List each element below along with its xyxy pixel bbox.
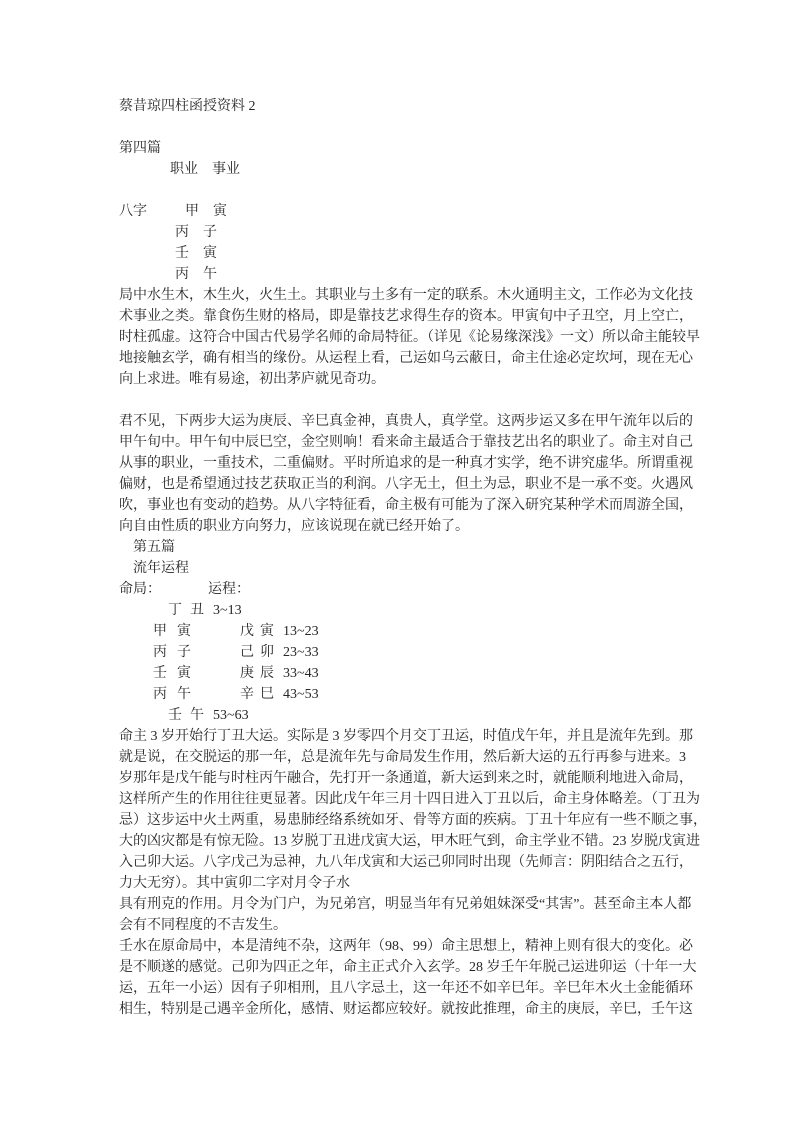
bazi-stem: 甲 [185, 204, 199, 219]
paragraph-line: 局中水生木，木生火，火生土。其职业与土多有一定的联系。木火通明主文，工作必为文化技 [119, 288, 693, 303]
bazi-branch: 午 [203, 267, 217, 282]
paragraph-line: 这样所产生的作用往往更显著。因此戊午年三月十四日进入丁丑以后，命主身体略差。（丁丑为 [119, 792, 700, 807]
fate-table-row [119, 705, 681, 726]
fate-table-header [119, 579, 681, 600]
part5-subheading: 流年运程 [133, 561, 189, 576]
dayun-branch: 寅 [260, 624, 274, 639]
paragraph-line: 向自由性质的职业方向努力，应该说现在就已经开始了。 [119, 519, 469, 534]
fate-table-row [119, 621, 681, 642]
blank-line [119, 390, 681, 411]
mingju-branch: 寅 [177, 666, 191, 681]
part5-heading: 第五篇 [133, 540, 175, 555]
paragraph-line: 吹，事业也有变动的趋势。从八字特征看，命主极有可能为了深入研究某种学术而周游全国， [119, 498, 693, 513]
paragraph-line: 偏财，也是希望通过技艺获取正当的利润。八字无土，但土为忌，职业不是一承不变。火遇风 [119, 477, 693, 492]
paragraph-line: 会有不同程度的不吉发生。 [119, 918, 287, 933]
dayun-stem: 丁 [168, 603, 182, 618]
age-range: 13~23 [283, 624, 319, 639]
bazi-stem: 壬 [175, 246, 189, 261]
bazi-row [119, 243, 681, 264]
blank-line [119, 117, 681, 138]
bazi-branch: 寅 [213, 204, 227, 219]
paragraph-line: 相生，特别是己遇辛金所化，感情、财运都应较好。就按此推理，命主的庚辰，辛巳，壬午这 [119, 1002, 693, 1017]
mingju-branch: 寅 [177, 624, 191, 639]
fate-table-row [119, 663, 681, 684]
paragraph-line: 岁那年是戊午能与时柱丙午融合，先打开一条通道，新大运到来之时，就能顺利地进入命局， [119, 771, 693, 786]
age-range: 53~63 [213, 708, 249, 723]
paragraph-line: 时柱孤虚。这符合中国古代易学名师的命局特征。（详见《论易缘深浅》一文）所以命主能较早 [119, 330, 700, 345]
mingju-branch: 午 [177, 687, 191, 702]
dayun-stem: 戊 [240, 624, 254, 639]
paragraph-line: 命主 3 岁开始行丁丑大运。实际是 3 岁零四个月交丁丑运，时值戊午年，并且是流年先到。那 [119, 729, 693, 744]
age-range: 23~33 [283, 645, 319, 660]
paragraph-line: 术事业之类。靠食伤生财的格局，即是靠技艺求得生存的资本。甲寅旬中子丑空，月上空亡， [119, 309, 693, 324]
dayun-stem: 辛 [240, 687, 254, 702]
bazi-branch: 子 [203, 225, 217, 240]
bazi-branch: 寅 [203, 246, 217, 261]
dayun-stem: 壬 [168, 708, 182, 723]
part4-heading: 第四篇 [119, 141, 161, 156]
mingju-stem: 丙 [153, 645, 167, 660]
age-range: 43~53 [283, 687, 319, 702]
paragraph-line: 君不见，下两步大运为庚辰、辛巳真金神，真贵人，真学堂。这两步运又多在甲午流年以后的 [119, 414, 693, 429]
dayun-stem: 己 [240, 645, 254, 660]
paragraph-line: 入己卯大运。八字戊己为忌神，九八年戊寅和大运己卯同时出现（先师言：阴阳结合之五行， [119, 855, 693, 870]
fate-table-row [119, 684, 681, 705]
paragraph-line: 地接触玄学，确有相当的缘份。从运程上看，己运如乌云蔽日，命主仕途必定坎坷，现在无心 [119, 351, 693, 366]
blank-line [119, 180, 681, 201]
dayun-branch: 辰 [260, 666, 274, 681]
bazi-label: 八字 [119, 204, 147, 219]
paragraph-line: 具有刑克的作用。月令为门户，为兄弟宫，明显当年有兄弟姐妹深受“其害”。甚至命主本人都 [119, 897, 692, 912]
paragraph-line: 从事的职业，一重技术，二重偏财。平时所追求的是一种真才实学，绝不讲究虚华。所谓重视 [119, 456, 693, 471]
age-range: 3~13 [213, 603, 242, 618]
bazi-row [119, 264, 681, 285]
dayun-branch: 巳 [260, 687, 274, 702]
paragraph-line: 向上求进。唯有易途，初出茅庐就见奇功。 [119, 372, 385, 387]
mingju-stem: 甲 [153, 624, 167, 639]
part4-subject: 职业 事业 [170, 162, 240, 177]
bazi-stem: 丙 [175, 267, 189, 282]
document-content [119, 96, 707, 1020]
bazi-row [119, 201, 681, 222]
mingju-branch: 子 [177, 645, 191, 660]
dayun-stem: 庚 [240, 666, 254, 681]
mingju-stem: 壬 [153, 666, 167, 681]
yuncheng-column-header: 运程： [208, 582, 250, 597]
paragraph-line: 是不顺遂的感觉。己卯为四正之年，命主正式介入玄学。28 岁壬午年脱己运进卯运（十年一大 [119, 960, 697, 975]
paragraph-line: 甲午旬中。甲午旬中辰巳空，金空则响！看来命主最适合于靠技艺出名的职业了。命主对自己 [119, 435, 693, 450]
paragraph-line: 力大无穷）。其中寅卯二字对月令子水 [119, 876, 350, 891]
paragraph-line: 大的凶灾都是有惊无险。13 岁脱丁丑进戊寅大运，甲木旺气到，命主学业不错。23 岁脱戊寅进 [119, 834, 700, 849]
age-range: 33~43 [283, 666, 319, 681]
paragraph-line: 忌）这步运中火土两重，易患肺经络系统如牙、骨等方面的疾病。丁丑十年应有一些不顺之事， [119, 813, 707, 828]
paragraph-line: 壬水在原命局中，本是清纯不杂，这两年（98、99）命主思想上，精神上则有很大的变化。必 [119, 939, 693, 954]
dayun-branch: 午 [190, 708, 204, 723]
mingju-column-header: 命局： [119, 582, 161, 597]
paragraph-line: 运，五年一小运）因有子卯相刑，且八字忌土，这一年还不如辛巳年。辛巳年木火土金能循环 [119, 981, 693, 996]
bazi-stem: 丙 [175, 225, 189, 240]
dayun-branch: 丑 [190, 603, 204, 618]
paragraph-line: 就是说，在交脱运的那一年，总是流年先与命局发生作用，然后新大运的五行再参与进来。3 [119, 750, 686, 765]
mingju-stem: 丙 [153, 687, 167, 702]
dayun-branch: 卯 [260, 645, 274, 660]
fate-table-row [119, 642, 681, 663]
fate-table-row [119, 600, 681, 621]
doc-title: 蔡昔琼四柱函授资料 2 [119, 99, 256, 114]
bazi-row [119, 222, 681, 243]
